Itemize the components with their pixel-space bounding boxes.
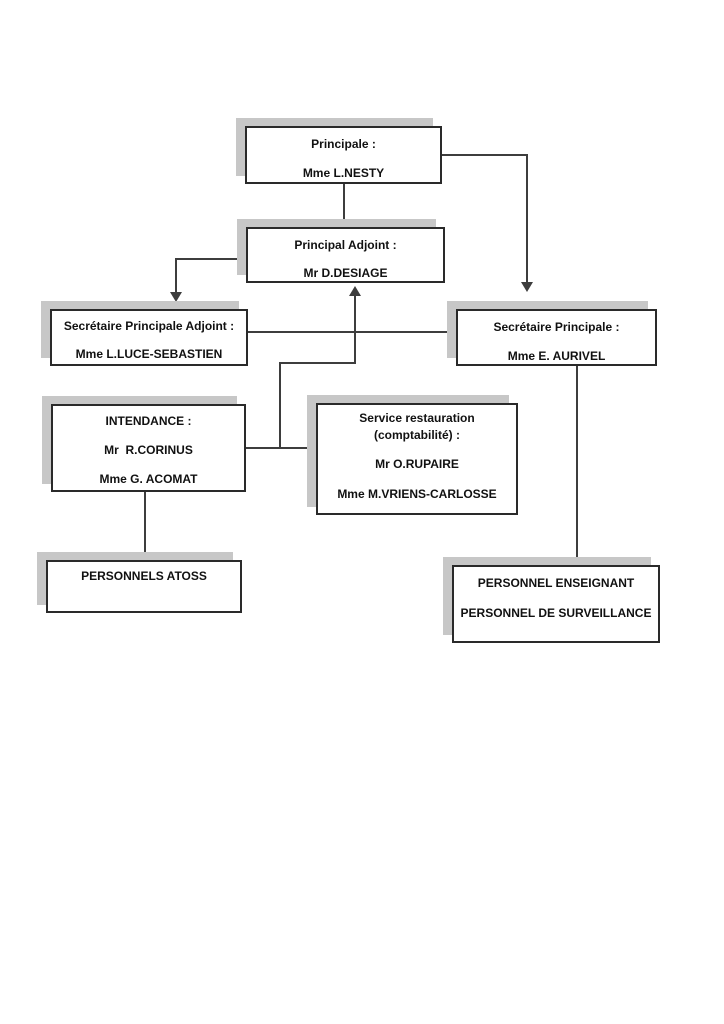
connector-intendance-to-adjoint-h1: [280, 362, 356, 364]
org-box-title: INTENDANCE :: [105, 414, 192, 428]
connector-intendance-to-adjoint-v2: [279, 362, 281, 449]
org-box-title: PERSONNEL ENSEIGNANT: [477, 576, 635, 590]
org-box-title: Secrétaire Principale Adjoint :: [63, 319, 235, 333]
org-box-service-restauration: [316, 403, 518, 515]
connector-intendance-to-restauration: [246, 447, 317, 449]
org-box-title: Service restauration: [359, 411, 475, 425]
connector-intendance-to-atoss: [144, 491, 146, 560]
connector-adjoint-to-secretaire-adjoint-v: [175, 258, 177, 294]
arrowhead-down-icon: [170, 292, 182, 302]
org-box-person: Mme L.LUCE-SEBASTIEN: [75, 347, 223, 361]
org-box-person: Mme E. AURIVEL: [507, 349, 606, 363]
connector-secretaire-to-enseignant: [576, 366, 578, 565]
connector-principale-to-secretaire-principale-h: [442, 154, 528, 156]
org-box-person: Mr D.DESIAGE: [303, 266, 388, 280]
org-box-title: Secrétaire Principale :: [493, 320, 620, 334]
org-box-person: Mme L.NESTY: [302, 166, 385, 180]
org-box-title: Principale :: [311, 137, 376, 151]
org-box-personnel-enseignant: [452, 565, 660, 643]
connector-secretaires-horizontal: [248, 331, 456, 333]
connector-adjoint-to-secretaire-adjoint-h: [176, 258, 247, 260]
org-box-personnels-atoss: [46, 560, 242, 613]
org-box-secretaire-principale: [456, 309, 657, 366]
connector-principale-to-secretaire-principale-v: [526, 154, 528, 283]
org-box-principale: [245, 126, 442, 184]
org-box-subtitle: (comptabilité) :: [374, 428, 460, 442]
org-box-principal-adjoint: [246, 227, 445, 283]
org-box-person: Mme G. ACOMAT: [99, 472, 198, 486]
connector-intendance-to-adjoint-v1: [354, 295, 356, 364]
org-box-title: Principal Adjoint :: [294, 238, 397, 252]
org-box-title: PERSONNEL DE SURVEILLANCE: [460, 606, 652, 620]
org-box-person: Mr O.RUPAIRE: [375, 457, 459, 471]
org-box-person: Mr R.CORINUS: [104, 443, 193, 457]
org-box-person: Mme M.VRIENS-CARLOSSE: [337, 487, 497, 501]
org-box-secretaire-principale-adjoint: [50, 309, 248, 366]
connector-principale-to-adjoint: [343, 184, 345, 228]
org-box-intendance: [51, 404, 246, 492]
arrowhead-down-icon: [521, 282, 533, 292]
org-box-title: PERSONNELS ATOSS: [81, 569, 207, 583]
